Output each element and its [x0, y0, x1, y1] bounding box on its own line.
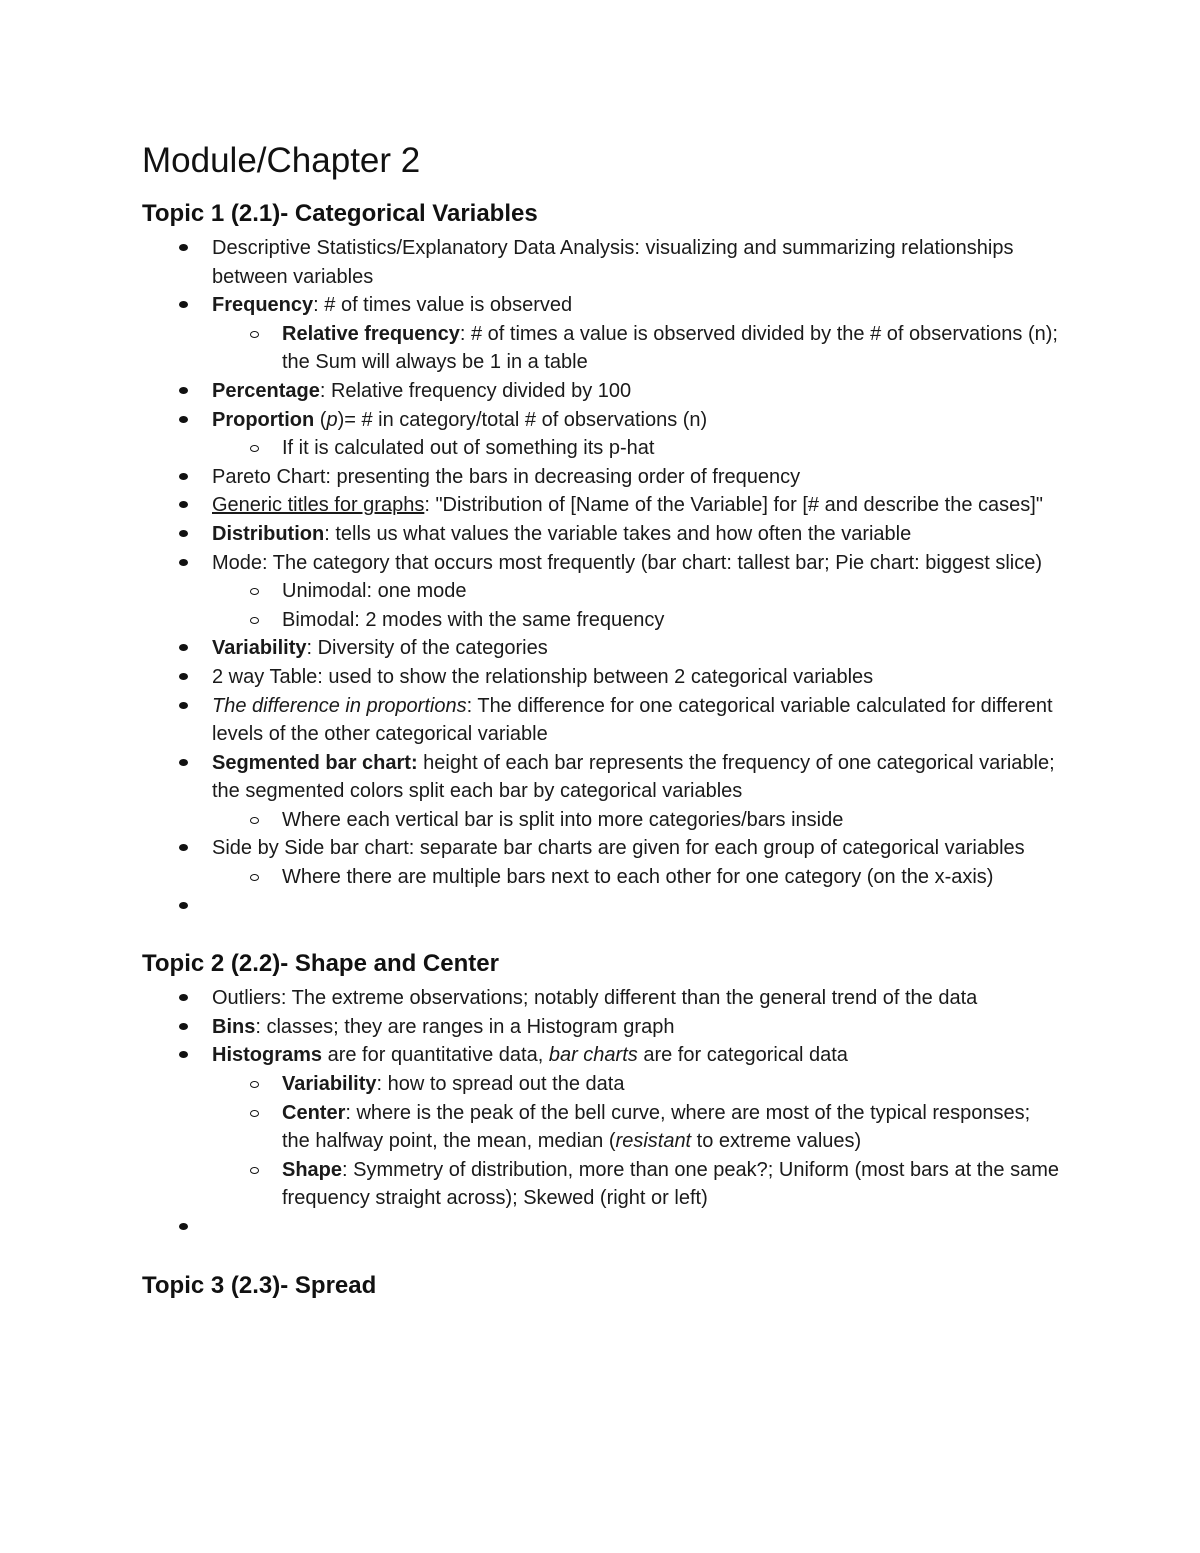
sub-list-item — [212, 1070, 1062, 1099]
item-text: Where each vertical bar is split into more categories/bars inside — [282, 808, 844, 831]
term: Proportion — [212, 408, 315, 431]
item-text: Unimodal: one mode — [282, 580, 467, 603]
term: Segmented bar chart: — [212, 751, 418, 774]
item-text: 2 way Table: used to show the relationship between 2 categorical variables — [212, 665, 874, 688]
topic-3-heading: Topic 3 (2.3)- Spread — [142, 1271, 377, 1299]
term: Shape — [282, 1158, 343, 1181]
sub-list-item — [212, 577, 1062, 606]
item-text: : tells us what values the variable takes and how often the variable — [324, 522, 912, 545]
italic-term: The difference in proportions — [212, 694, 467, 717]
sub-list — [212, 577, 1062, 634]
section-spacer — [142, 920, 1062, 948]
document-page — [142, 138, 1062, 1306]
item-text: )= # in category/total # of observations (n) — [337, 408, 708, 431]
item-text: height of each bar represents the frequency of one categorical variable; the segmented colors split each bar by categorical variables — [212, 751, 1055, 803]
list-item — [142, 406, 1062, 463]
term: Center — [282, 1101, 346, 1124]
term: Percentage — [212, 379, 320, 402]
list-item — [142, 520, 1062, 549]
list-item — [142, 234, 1062, 291]
topic-2-heading: Topic 2 (2.2)- Shape and Center — [142, 950, 499, 978]
list-item — [142, 692, 1062, 749]
section-spacer — [142, 1242, 1062, 1270]
topic-1-list — [142, 234, 1062, 920]
item-text: : how to spread out the data — [376, 1073, 625, 1096]
item-text: are for quantitative data, — [322, 1044, 549, 1067]
term: Distribution — [212, 522, 325, 545]
list-item — [142, 549, 1062, 635]
list-item — [142, 1041, 1062, 1213]
item-text: : "Distribution of [Name of the Variable] for [# and describe the cases]" — [424, 494, 1043, 517]
list-item — [142, 663, 1062, 692]
sub-list-item — [212, 1099, 1062, 1156]
item-text: : Diversity of the categories — [306, 637, 548, 660]
sub-list — [212, 434, 1062, 463]
term: Variability — [282, 1073, 377, 1096]
empty-list-item — [142, 892, 1062, 921]
sub-list-item — [212, 320, 1062, 377]
item-text: Outliers: The extreme observations; notably different than the general trend of the data — [212, 987, 978, 1010]
item-text: : Symmetry of distribution, more than one peak?; Uniform (most bars at the same frequency straight across); Skewed (right or left) — [282, 1158, 1059, 1210]
item-text: are for categorical data — [637, 1044, 848, 1067]
list-item — [142, 463, 1062, 492]
underlined-term: Generic titles for graphs — [212, 494, 425, 517]
term: Histograms — [212, 1044, 323, 1067]
sub-list-item — [212, 606, 1062, 635]
list-item — [142, 1013, 1062, 1042]
italic-term: bar charts — [548, 1044, 638, 1067]
item-text: : Relative frequency divided by 100 — [319, 379, 632, 402]
sub-list — [212, 863, 1062, 892]
item-text: Where there are multiple bars next to each other for one category (on the x-axis) — [282, 866, 994, 889]
list-item — [142, 491, 1062, 520]
item-text: Mode: The category that occurs most frequently (bar chart: tallest bar; Pie chart: biggest slice) — [212, 551, 1043, 574]
term: Bins — [212, 1015, 256, 1038]
list-item — [142, 834, 1062, 891]
item-text: Bimodal: 2 modes with the same frequency — [282, 608, 665, 631]
term: Relative frequency — [282, 322, 460, 345]
item-text: : # of times value is observed — [313, 294, 573, 317]
list-item — [142, 377, 1062, 406]
term: Frequency — [212, 294, 314, 317]
term: Variability — [212, 637, 307, 660]
empty-list-item — [142, 1213, 1062, 1242]
sub-list — [212, 806, 1062, 835]
item-text: : The difference for one categorical variable calculated for different levels of the other categorical variable — [212, 694, 1053, 746]
item-text: Pareto Chart: presenting the bars in decreasing order of frequency — [212, 465, 801, 488]
sub-list-item — [212, 863, 1062, 892]
sub-list-item — [212, 434, 1062, 463]
list-item — [142, 984, 1062, 1013]
topic-2-list — [142, 984, 1062, 1241]
item-text: Descriptive Statistics/Explanatory Data Analysis: visualizing and summarizing relationships between variables — [212, 237, 1014, 288]
item-text: to extreme values) — [691, 1130, 862, 1153]
item-text: : # of times a value is observed divided by the # of observations (n); the Sum will always be 1 in a table — [282, 322, 1058, 374]
list-item — [142, 749, 1062, 835]
item-text: If it is calculated out of something its p-hat — [282, 437, 655, 460]
sub-list — [212, 320, 1062, 377]
sub-list-item — [212, 806, 1062, 835]
item-text: : where is the peak of the bell curve, where are most of the typical responses; the halfway point, the mean, median ( — [282, 1101, 1031, 1153]
list-item — [142, 634, 1062, 663]
page-title: Module/Chapter 2 — [142, 141, 421, 180]
list-item — [142, 291, 1062, 377]
italic-term: p — [326, 408, 338, 431]
sub-list-item — [212, 1156, 1062, 1213]
sub-list — [212, 1070, 1062, 1213]
item-text: ( — [314, 408, 327, 431]
item-text: Side by Side bar chart: separate bar charts are given for each group of categorical variables — [212, 837, 1025, 860]
italic-term: resistant — [615, 1130, 692, 1153]
item-text: : classes; they are ranges in a Histogram graph — [255, 1015, 675, 1038]
topic-1-heading: Topic 1 (2.1)- Categorical Variables — [142, 200, 538, 227]
